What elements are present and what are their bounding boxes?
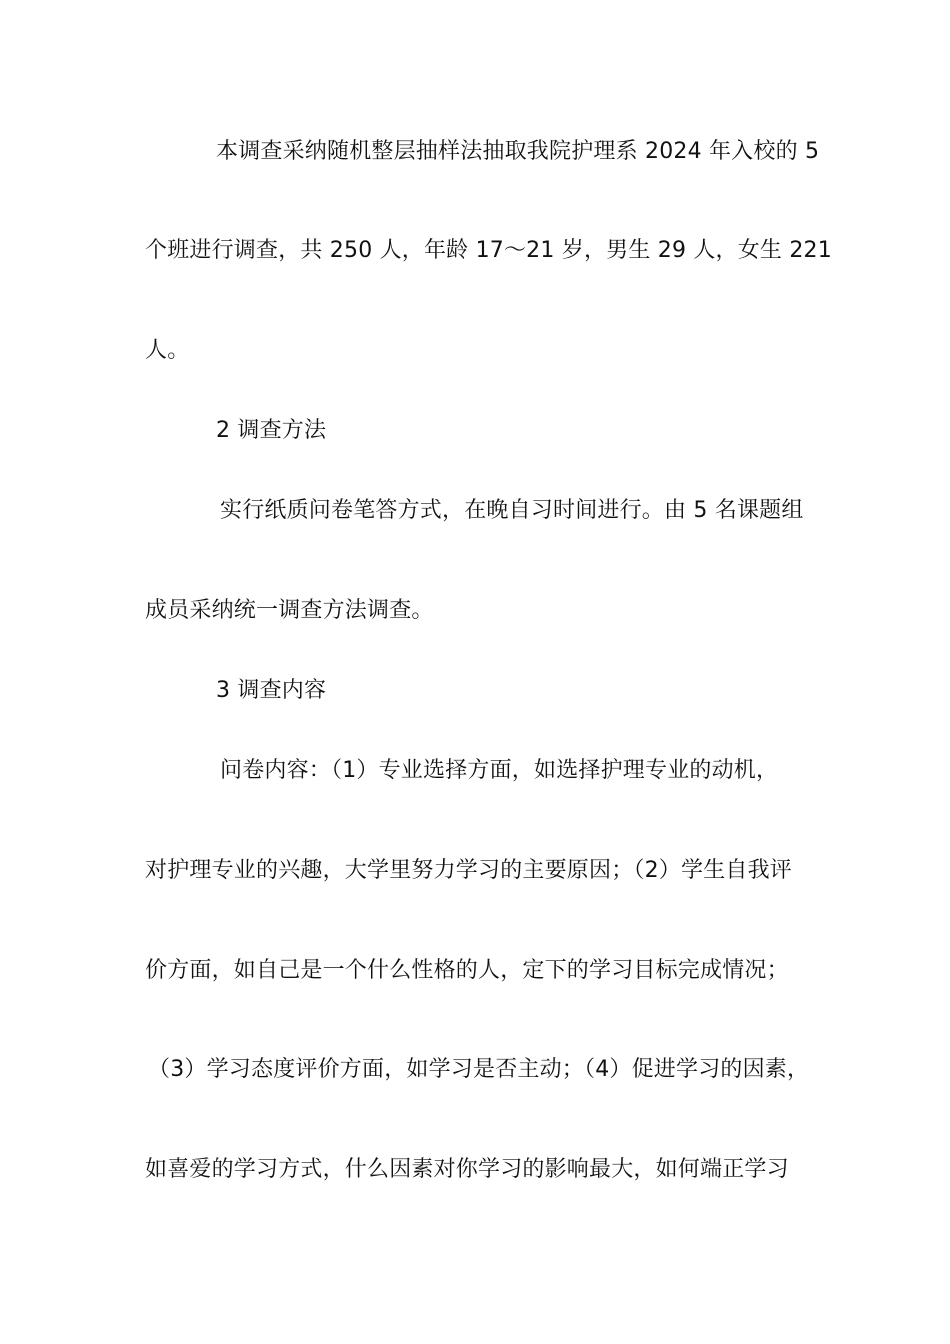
paragraph-3-line-1: 问卷内容：（1）专业选择方面，如选择护理专业的动机， [220, 758, 779, 783]
paragraph-2-line-2: 成员采纳统一调查方法调查。 [145, 598, 434, 623]
paragraph-1-line-1: 本调查采纳随机整层抽样法抽取我院护理系 2024 年入校的 5 [216, 139, 820, 164]
paragraph-2-line-1: 实行纸质问卷笔答方式，在晚自习时间进行。由 5 名课题组 [220, 498, 804, 523]
paragraph-3-line-4: （3）学习态度评价方面，如学习是否主动；（4）促进学习的因素， [148, 1057, 810, 1082]
paragraph-3-line-5: 如喜爱的学习方式，什么因素对你学习的影响最大，如何端正学习 [145, 1157, 789, 1182]
paragraph-3-line-3: 价方面，如自己是一个什么性格的人，定下的学习目标完成情况； [145, 958, 789, 983]
section-heading-methods: 2 调查方法 [216, 418, 327, 443]
paragraph-1-line-2: 个班进行调查，共 250 人，年龄 17～21 岁，男生 29 人，女生 221 [145, 238, 832, 263]
section-heading-content: 3 调查内容 [216, 678, 327, 703]
paragraph-3-line-2: 对护理专业的兴趣，大学里努力学习的主要原因；（2）学生自我评 [145, 858, 792, 883]
paragraph-1-line-3: 人。 [145, 338, 190, 363]
